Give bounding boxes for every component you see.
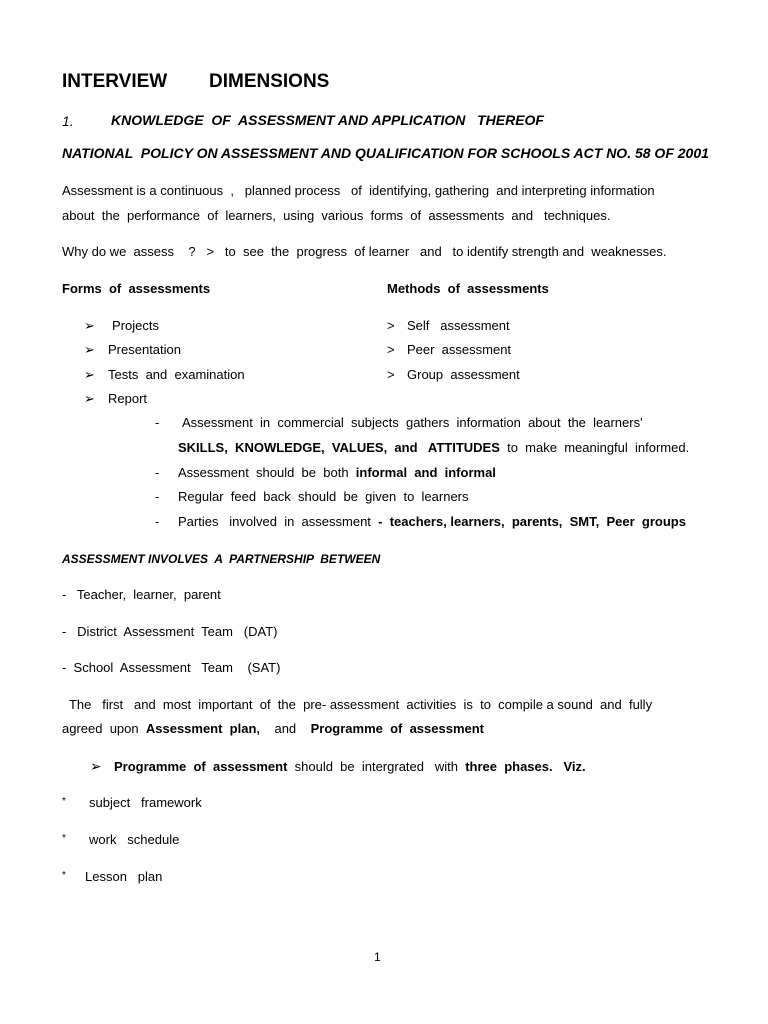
assessment-plan-bold: Assessment plan, [145,721,261,736]
methods-item: Peer assessment [407,342,512,357]
methods-item: Self assessment [407,318,510,333]
dash-item-3: Regular feed back should be given to learners [178,489,469,504]
title-dimensions: DIMENSIONS [209,71,330,92]
methods-item: Group assessment [407,367,520,382]
dash-bullet: - [155,465,160,480]
star-bullet: * [62,796,66,807]
forms-item: Tests and examination [108,367,245,382]
partnership-item: - District Assessment Team (DAT) [62,624,278,639]
arrow-bullet-icon: ➢ [90,758,102,774]
programme-line [114,759,586,775]
partnership-item: - School Assessment Team (SAT) [62,660,281,675]
phase-item: Lesson plan [85,869,163,884]
section-heading: KNOWLEDGE OF ASSESSMENT AND APPLICATION THEREOF [111,112,544,128]
and-text: and [260,721,311,736]
arrow-bullet-icon: ➢ [84,342,95,357]
methods-bullet: > [387,342,395,357]
title-interview: INTERVIEW [62,71,168,92]
dash-item-1-line-2 [178,440,689,456]
methods-heading: Methods of assessments [387,281,549,296]
arrow-bullet-icon: ➢ [84,367,95,382]
agreed-upon-text: agreed upon [62,721,146,736]
programme-mid: should be intergrated with [287,759,466,774]
partnership-item: - Teacher, learner, parent [62,587,221,602]
arrow-bullet-icon: ➢ [84,318,95,333]
forms-item: Projects [112,318,159,333]
forms-item: Presentation [108,342,181,357]
methods-bullet: > [387,367,395,382]
phase-item: subject framework [89,795,202,810]
programme-bold: Programme of assessment [310,721,485,736]
dash-item-2-bold: informal and informal [355,465,496,480]
dash-bullet: - [155,514,160,529]
dash-item-4-bold: - teachers, learners, parents, SMT, Peer groups [378,514,686,529]
policy-heading: NATIONAL POLICY ON ASSESSMENT AND QUALIFICATION FOR SCHOOLS ACT NO. 58 OF 2001 [62,145,709,161]
star-bullet: * [62,870,66,881]
forms-item: Report [108,391,148,406]
page-number: 1 [374,950,381,964]
arrow-bullet-icon: ➢ [84,391,95,406]
pre-assessment-line-2 [62,721,484,737]
dash-bullet: - [155,415,160,430]
phase-item: work schedule [89,832,180,847]
programme-bold-2: three phases. Viz. [465,759,586,774]
methods-bullet: > [387,318,395,333]
dash-item-1-rest: to make meaningful informed. [499,440,690,455]
intro-line-1: Assessment is a continuous , planned process of identifying, gathering and interpreting information [62,183,655,198]
section-number: 1. [62,113,74,129]
dash-item-1-line-1: Assessment in commercial subjects gathers information about the learners' [182,415,643,430]
dash-bullet: - [155,489,160,504]
dash-item-2-text: Assessment should be both [178,465,356,480]
star-bullet: * [62,833,66,844]
partnership-heading: ASSESSMENT INVOLVES A PARTNERSHIP BETWEEN [62,552,381,566]
dash-item-2 [178,465,496,481]
why-assess-line: Why do we assess ? > to see the progress of learner and to identify strength and weaknesses. [62,244,667,259]
forms-heading: Forms of assessments [62,281,211,296]
dash-item-4 [178,514,686,530]
intro-line-2: about the performance of learners, using various forms of assessments and techniques. [62,208,611,223]
pre-assessment-line-1: The first and most important of the pre- assessment activities is to compile a sound and fully [62,697,653,712]
programme-bold-1: Programme of assessment [114,759,288,774]
dash-item-4-text: Parties involved in assessment [178,514,379,529]
skills-values-bold: SKILLS, KNOWLEDGE, VALUES, and ATTITUDES [178,440,500,455]
